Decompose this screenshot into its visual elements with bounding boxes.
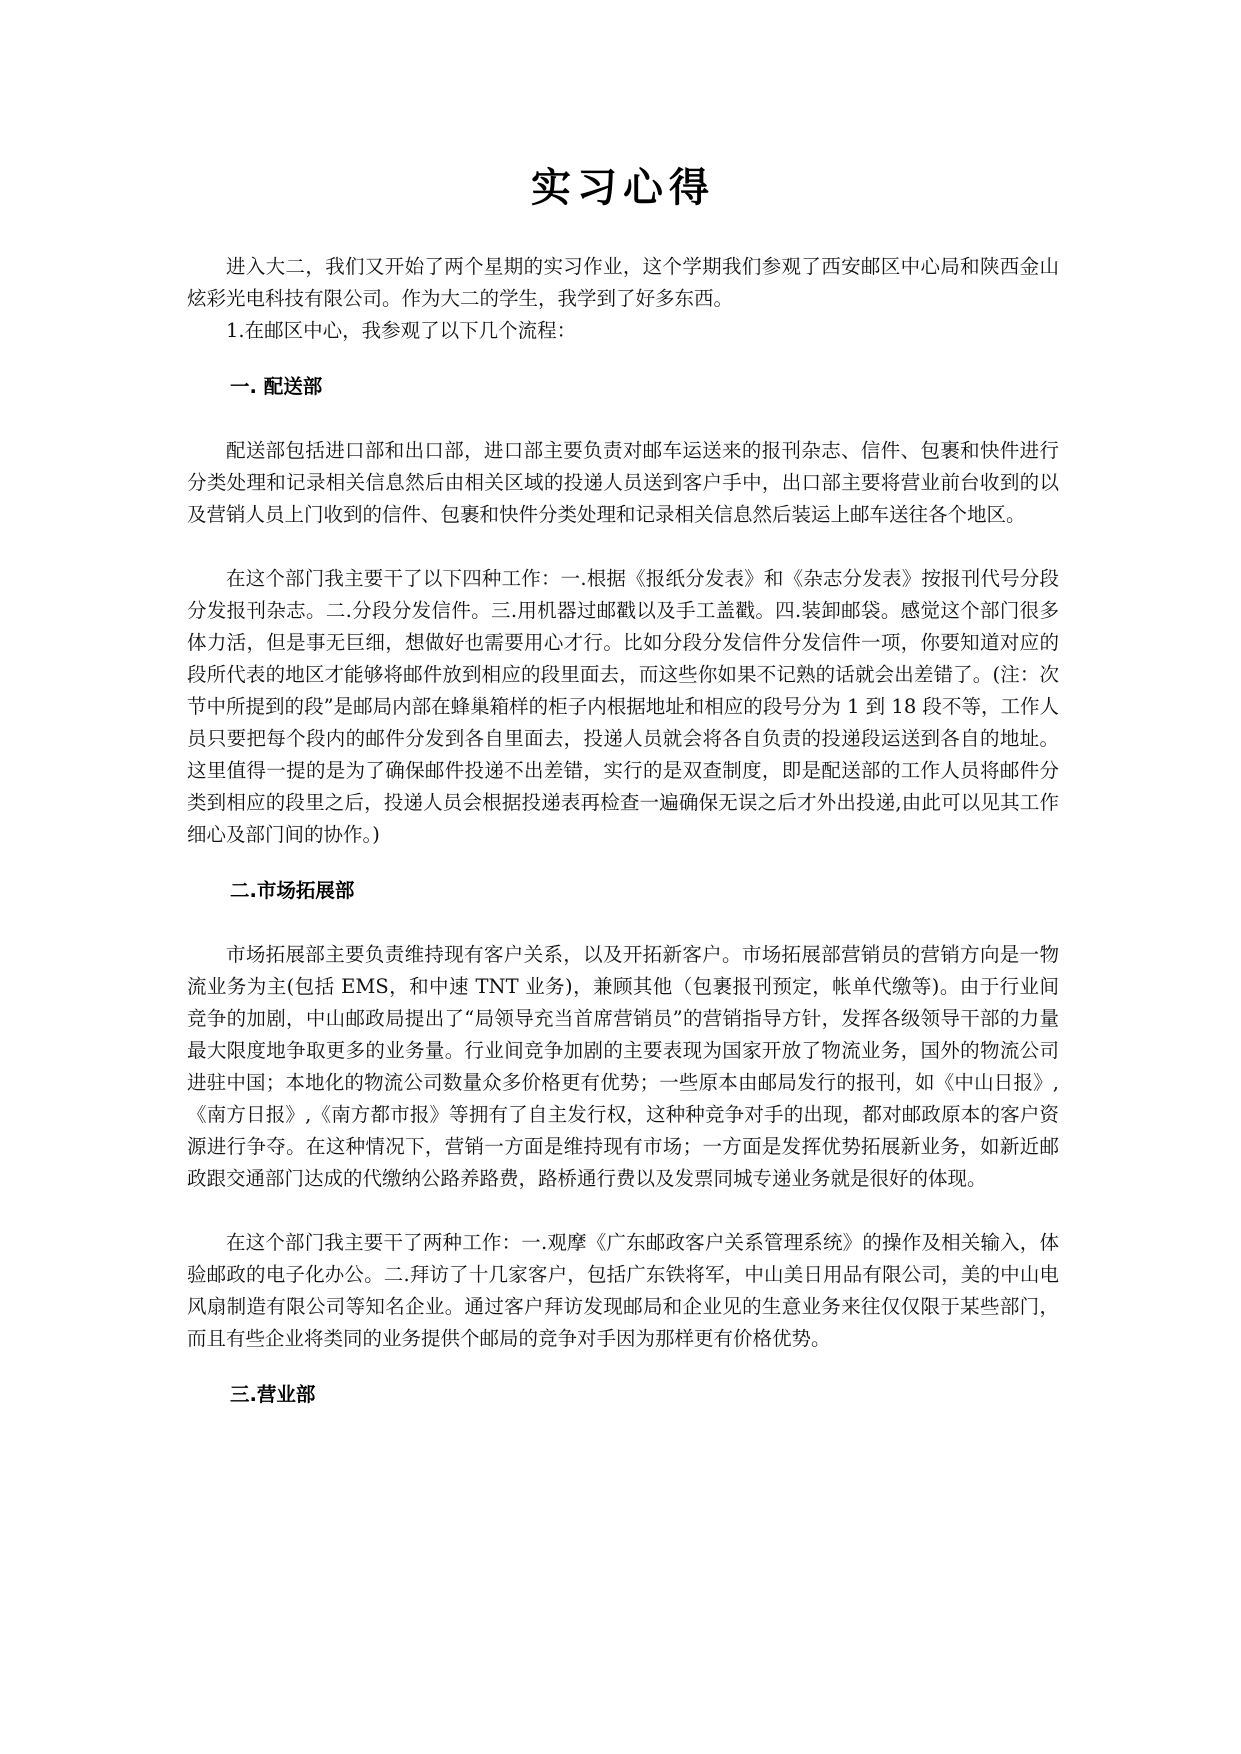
- section-heading-market: 二.市场拓展部: [230, 879, 355, 902]
- section-paragraph: 配送部包括进口部和出口部，进口部主要负责对邮车运送来的报刊杂志、信件、包裹和快件进行分类处理和记录相关信息然后由相关区域的投递人员送到客户手中，出口部主要将营业前台收到的以及营销人员上门收到的信件、包裹和快件分类处理和记录相关信息然后装运上邮车送往各个地区。: [187, 439, 1059, 526]
- document-title: 实习心得: [531, 165, 715, 211]
- section-heading-business: 三.营业部: [230, 1383, 316, 1406]
- intro-list-lead: 1.在邮区中心，我参观了以下几个流程：: [226, 319, 577, 342]
- section-paragraph: 在这个部门我主要干了两种工作：一.观摩《广东邮政客户关系管理系统》的操作及相关输入，体验邮政的电子化办公。二.拜访了十几家客户，包括广东铁将军，中山美日用品有限公司，美的中山电风扇制造有限公司等知名企业。通过客户拜访发现邮局和企业见的生意业务来往仅仅限于某些部门，而且有些企业将类同的业务提供个邮局的竞争对手因为那样更有价格优势。: [187, 1231, 1059, 1350]
- section-heading-delivery: 一. 配送部: [230, 375, 323, 398]
- section-paragraph: 市场拓展部主要负责维持现有客户关系，以及开拓新客户。市场拓展部营销员的营销方向是一物流业务为主(包括 EMS，和中速 TNT 业务)，兼顾其他（包裹报刊预定，帐单代缴等)。由于行业间竞争的加剧，中山邮政局提出了“局领导充当首席营销员”的营销指导方针，发挥各级领导干部的力量最大限度地争取更多的业务量。行业间竞争加剧的主要表现为国家开放了物流业务，国外的物流公司进驻中国；本地化的物流公司数量众多价格更有优势；一些原本由邮局发行的报刊，如《中山日报》,《南方日报》,《南方都市报》等拥有了自主发行权，这种种竞争对手的出现，都对邮政原本的客户资源进行争夺。在这种情况下，营销一方面是维持现有市场；一方面是发挥优势拓展新业务，如新近邮政跟交通部门达成的代缴纳公路养路费，路桥通行费以及发票同城专递业务就是很好的体现。: [187, 943, 1059, 1190]
- section-paragraph: 在这个部门我主要干了以下四种工作：一.根据《报纸分发表》和《杂志分发表》按报刊代号分段分发报刊杂志。二.分段分发信件。三.用机器过邮戳以及手工盖戳。四.装卸邮袋。感觉这个部门很多体力活，但是事无巨细，想做好也需要用心才行。比如分段分发信件分发信件一项，你要知道对应的段所代表的地区才能够将邮件放到相应的段里面去，而这些你如果不记熟的话就会出差错了。(注：次节中所提到的段”是邮局内部在蜂巢箱样的柜子内根据地址和相应的段号分为 1 到 18 段不等，工作人员只要把每个段内的邮件分发到各自里面去，投递人员就会将各自负责的投递段运送到各自的地址。这里值得一提的是为了确保邮件投递不出差错，实行的是双查制度，即是配送部的工作人员将邮件分类到相应的段里之后，投递人员会根据投递表再检查一遍确保无误之后才外出投递,由此可以见其工作细心及部门间的协作。): [187, 567, 1059, 846]
- intro-paragraph: 进入大二，我们又开始了两个星期的实习作业，这个学期我们参观了西安邮区中心局和陕西金山炫彩光电科技有限公司。作为大二的学生，我学到了好多东西。: [187, 255, 1059, 310]
